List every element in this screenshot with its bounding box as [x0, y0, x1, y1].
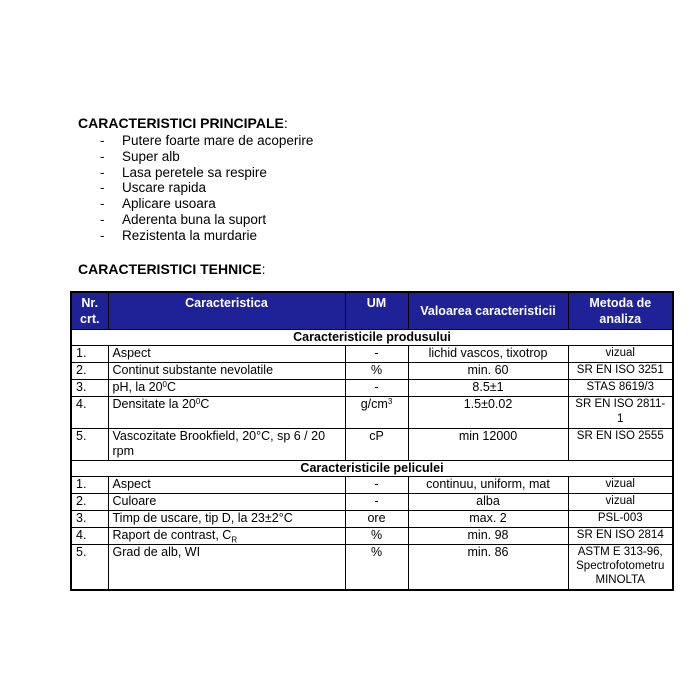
cell-nr: 5.: [71, 429, 108, 461]
cell-nr: 2.: [71, 494, 108, 511]
technical-characteristics-heading: [78, 261, 265, 277]
feature-text: Uscare rapida: [122, 180, 207, 196]
cell-nr: 3.: [71, 511, 108, 528]
cell-method: SR EN ISO 2555: [568, 429, 673, 461]
cell-name-part: C: [166, 380, 177, 394]
cell-method: vizual: [568, 477, 673, 494]
list-item: [100, 165, 313, 181]
tech-heading-text: CARACTERISTICI TEHNICE: [78, 261, 262, 277]
cell-um: %: [345, 363, 408, 380]
contrast-sub: R: [231, 535, 238, 545]
tech-heading-colon: :: [261, 261, 266, 277]
cell-nr: 2.: [71, 363, 108, 380]
cell-method: STAS 8619/3: [568, 380, 673, 397]
header-value: Valoarea caracteristicii: [408, 292, 568, 330]
list-item: [100, 133, 313, 149]
cell-um: -: [345, 477, 408, 494]
cell-nr: 5.: [71, 545, 108, 591]
table-row: [71, 528, 673, 545]
section-row: [71, 330, 673, 346]
cell-name: Vascozitate Brookfield, 20°C, sp 6 / 20 rpm: [108, 429, 345, 461]
table-row: [71, 363, 673, 380]
table-row: [71, 429, 673, 461]
cell-name: Timp de uscare, tip D, la 23±2°C: [108, 511, 345, 528]
cell-name: Culoare: [108, 494, 345, 511]
table-row: [71, 477, 673, 494]
cell-name-part: pH, la 20: [112, 380, 163, 394]
feature-text: Rezistenta la murdarie: [122, 227, 258, 243]
table-row: [71, 380, 673, 397]
table-row: [71, 494, 673, 511]
cell-name-part: Raport de contrast, C: [112, 528, 232, 542]
section-title: Caracteristicile produsului: [71, 330, 673, 346]
cell-method: SR EN ISO 2814: [568, 528, 673, 545]
table-row: [71, 545, 673, 591]
cell-name: Grad de alb, WI: [108, 545, 345, 591]
technical-specs-table: [70, 291, 674, 591]
cell-method: vizual: [568, 346, 673, 363]
main-heading-text: CARACTERISTICI PRINCIPALE: [78, 115, 284, 131]
degree-sup: 0: [162, 380, 167, 389]
cell-nr: 3.: [71, 380, 108, 397]
cell-method: SR EN ISO 3251: [568, 363, 673, 380]
bullet: -: [100, 211, 105, 227]
table-row: [71, 511, 673, 528]
cell-name: Aspect: [108, 477, 345, 494]
cell-method: vizual: [568, 494, 673, 511]
bullet: -: [100, 148, 105, 164]
list-item: [100, 196, 313, 212]
main-characteristics-heading: [78, 115, 288, 131]
cell-value: max. 2: [408, 511, 568, 528]
list-item: [100, 212, 313, 228]
cell-value: min. 60: [408, 363, 568, 380]
cell-nr: 1.: [71, 346, 108, 363]
feature-text: Super alb: [122, 148, 180, 164]
cell-value: min 12000: [408, 429, 568, 461]
cell-nr: 4.: [71, 397, 108, 429]
header-method: Metoda de analiza: [568, 292, 673, 330]
cell-um-part: g/cm: [360, 397, 388, 411]
feature-text: Aderenta buna la suport: [122, 211, 267, 227]
table-header-row: [71, 292, 673, 330]
cell-um: cP: [345, 429, 408, 461]
cell-name: Continut substante nevolatile: [108, 363, 345, 380]
list-item: [100, 228, 313, 244]
cell-name: [108, 528, 345, 545]
cell-method: PSL-003: [568, 511, 673, 528]
cell-um: -: [345, 346, 408, 363]
section-title: Caracteristicile peliculei: [71, 461, 673, 477]
table-row: [71, 397, 673, 429]
cell-name-part: Densitate la 20: [112, 397, 196, 411]
degree-sup: 0: [195, 397, 201, 406]
cell-um: %: [345, 528, 408, 545]
cell-value: continuu, uniform, mat: [408, 477, 568, 494]
cell-value: min. 86: [408, 545, 568, 591]
cell-um: -: [345, 380, 408, 397]
cell-um: %: [345, 545, 408, 591]
header-um: UM: [345, 292, 408, 330]
cell-nr: 4.: [71, 528, 108, 545]
feature-text: Putere foarte mare de acoperire: [122, 133, 314, 148]
cell-value: lichid vascos, tixotrop: [408, 346, 568, 363]
cell-method: SR EN ISO 2811-1: [568, 397, 673, 429]
main-heading-colon: :: [283, 115, 288, 131]
cell-value: 8.5±1: [408, 380, 568, 397]
bullet: -: [100, 180, 105, 196]
bullet: -: [100, 133, 105, 148]
cell-nr: 1.: [71, 477, 108, 494]
section-row: [71, 461, 673, 477]
bullet: -: [100, 196, 105, 212]
cube-sup: 3: [387, 397, 393, 406]
table-row: [71, 346, 673, 363]
cell-value: min. 98: [408, 528, 568, 545]
cell-name: Aspect: [108, 346, 345, 363]
list-item: [100, 180, 313, 196]
list-item: [100, 149, 313, 165]
cell-method: ASTM E 313-96, Spectrofotometru MINOLTA: [568, 545, 673, 591]
cell-name: [108, 380, 345, 397]
cell-um: -: [345, 494, 408, 511]
cell-value: alba: [408, 494, 568, 511]
cell-name: [108, 397, 345, 429]
cell-um: ore: [345, 511, 408, 528]
feature-text: Aplicare usoara: [122, 196, 216, 212]
features-list: [100, 133, 313, 244]
cell-value: 1.5±0.02: [408, 397, 568, 429]
cell-name-part: C: [200, 397, 210, 411]
bullet: -: [100, 164, 105, 180]
bullet: -: [100, 227, 105, 243]
feature-text: Lasa peretele sa respire: [122, 164, 267, 180]
header-nr: Nr. crt.: [71, 292, 108, 330]
header-characteristic: Caracteristica: [108, 292, 345, 330]
cell-um: [345, 397, 408, 429]
